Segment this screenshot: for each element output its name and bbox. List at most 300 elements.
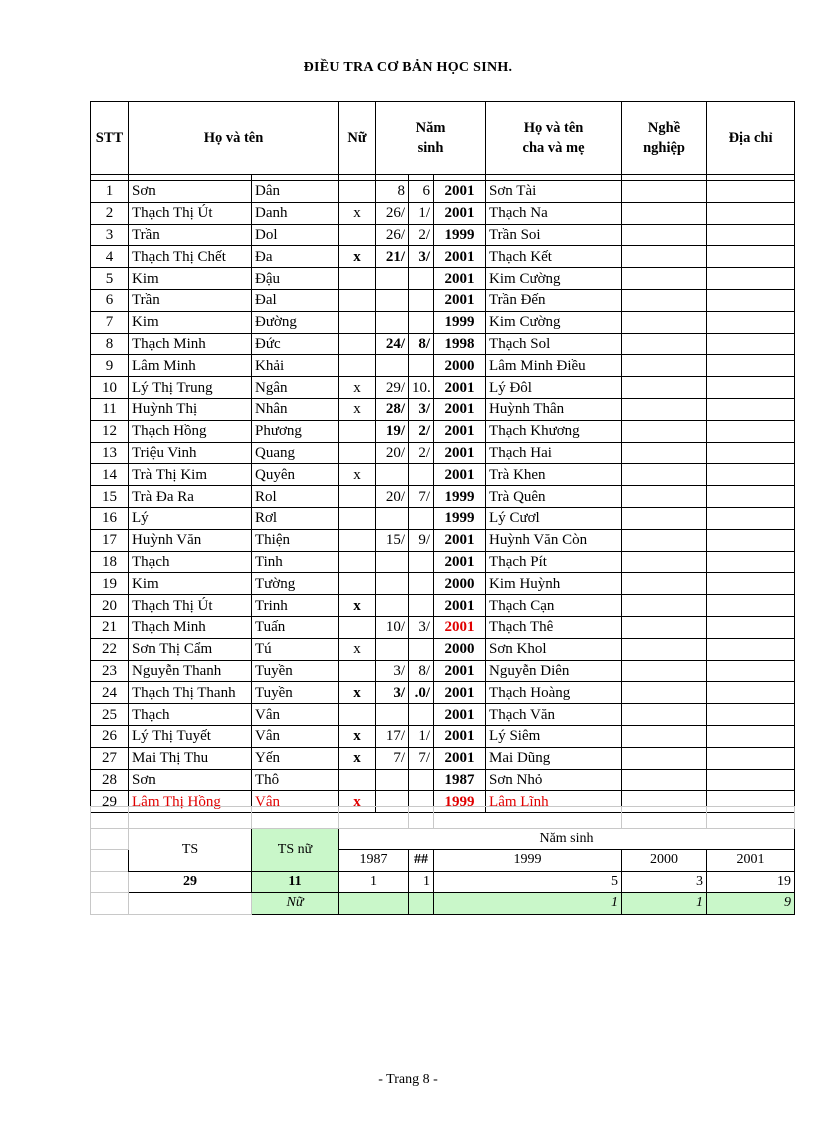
cell-parent: Sơn Tài [486, 181, 622, 203]
cell-address [707, 660, 795, 682]
cell-month: 7/ [409, 486, 434, 508]
summary-year-1987: 1987 [339, 850, 409, 872]
cell-occupation [622, 573, 707, 595]
cell-day [376, 289, 409, 311]
cell-ten: Tường [252, 573, 339, 595]
cell-stt: 13 [91, 442, 129, 464]
cell-address [707, 202, 795, 224]
cell-ho: Trần [129, 289, 252, 311]
cell-ten: Tuấn [252, 616, 339, 638]
cell-month: .0/ [409, 682, 434, 704]
cell-year: 1999 [434, 507, 486, 529]
table-row [91, 725, 795, 747]
table-row [91, 246, 795, 268]
cell-year: 1999 [434, 486, 486, 508]
cell-year: 2001 [434, 682, 486, 704]
cell-address [707, 442, 795, 464]
cell-stt: 5 [91, 268, 129, 290]
cell-day [376, 311, 409, 333]
cell-parent: Huỳnh Văn Còn [486, 529, 622, 551]
table-row [91, 442, 795, 464]
cell-nu: x [339, 747, 376, 769]
cell-month: 9/ [409, 529, 434, 551]
cell-day: 8 [376, 181, 409, 203]
cell-parent: Lý Cươl [486, 507, 622, 529]
table-row [91, 486, 795, 508]
cell-ten: Đức [252, 333, 339, 355]
cell-address [707, 486, 795, 508]
cell-address [707, 725, 795, 747]
header-nghe-line2: nghiệp [643, 140, 685, 156]
cell-parent: Huỳnh Thân [486, 398, 622, 420]
cell-ten: Tinh [252, 551, 339, 573]
cell-ten: Thô [252, 769, 339, 791]
cell-month [409, 573, 434, 595]
cell-occupation [622, 202, 707, 224]
cell-occupation [622, 311, 707, 333]
summary-count-1987: 1 [339, 871, 409, 893]
cell-stt: 15 [91, 486, 129, 508]
cell-ho: Lý Thị Trung [129, 377, 252, 399]
cell-parent: Thạch Pít [486, 551, 622, 573]
summary-count-hash: 1 [409, 871, 434, 893]
summary-nu-label: Nữ [252, 893, 339, 915]
cell-ten: Vân [252, 725, 339, 747]
summary-ts-nu-label: TS nữ [252, 828, 339, 871]
cell-year: 2001 [434, 747, 486, 769]
cell-stt: 2 [91, 202, 129, 224]
table-row [91, 660, 795, 682]
cell-month [409, 355, 434, 377]
cell-address [707, 398, 795, 420]
cell-day [376, 704, 409, 726]
cell-month: 8/ [409, 660, 434, 682]
cell-parent: Nguyễn Diên [486, 660, 622, 682]
cell-ho: Kim [129, 573, 252, 595]
cell-year: 2001 [434, 551, 486, 573]
cell-parent: Lâm Minh Điều [486, 355, 622, 377]
table-row [91, 311, 795, 333]
summary-nu-1999: 1 [434, 893, 622, 915]
cell-occupation [622, 660, 707, 682]
cell-ten: Vân [252, 704, 339, 726]
cell-address [707, 616, 795, 638]
cell-ho: Sơn [129, 769, 252, 791]
cell-parent: Thạch Kết [486, 246, 622, 268]
cell-year: 2001 [434, 442, 486, 464]
cell-month [409, 638, 434, 660]
cell-stt: 24 [91, 682, 129, 704]
table-row [91, 573, 795, 595]
cell-nu [339, 704, 376, 726]
cell-day [376, 268, 409, 290]
cell-month: 8/ [409, 333, 434, 355]
cell-nu [339, 616, 376, 638]
cell-parent: Thạch Thê [486, 616, 622, 638]
cell-occupation [622, 464, 707, 486]
cell-day: 26/ [376, 202, 409, 224]
cell-ten: Tú [252, 638, 339, 660]
page-footer: - Trang 8 - [378, 1072, 438, 1087]
cell-stt: 8 [91, 333, 129, 355]
cell-nu [339, 551, 376, 573]
cell-stt: 4 [91, 246, 129, 268]
cell-day: 20/ [376, 486, 409, 508]
cell-ten: Quang [252, 442, 339, 464]
header-nu: Nữ [339, 102, 376, 175]
cell-ten: Đal [252, 289, 339, 311]
cell-occupation [622, 682, 707, 704]
cell-day: 3/ [376, 660, 409, 682]
summary-ts-nu-value: 11 [252, 871, 339, 893]
table-row [91, 638, 795, 660]
cell-ten: Rơl [252, 507, 339, 529]
cell-year: 1999 [434, 791, 486, 813]
table-row [91, 747, 795, 769]
cell-stt: 26 [91, 725, 129, 747]
cell-occupation [622, 289, 707, 311]
cell-occupation [622, 246, 707, 268]
cell-month [409, 595, 434, 617]
cell-ten: Thiện [252, 529, 339, 551]
cell-ho: Thạch Thị Út [129, 595, 252, 617]
cell-day: 20/ [376, 442, 409, 464]
cell-month [409, 311, 434, 333]
cell-occupation [622, 268, 707, 290]
cell-day: 29/ [376, 377, 409, 399]
table-row [91, 595, 795, 617]
cell-nu [339, 573, 376, 595]
header-nghe-nghiep [622, 102, 707, 175]
cell-stt: 18 [91, 551, 129, 573]
table-row [91, 529, 795, 551]
cell-month: 3/ [409, 246, 434, 268]
cell-ho: Lý Thị Tuyết [129, 725, 252, 747]
cell-parent: Sơn Khol [486, 638, 622, 660]
cell-occupation [622, 507, 707, 529]
cell-day: 19/ [376, 420, 409, 442]
header-cha-me-line2: cha và mẹ [522, 140, 585, 156]
cell-parent: Lý Siêm [486, 725, 622, 747]
cell-stt: 21 [91, 616, 129, 638]
cell-year: 1999 [434, 311, 486, 333]
cell-nu [339, 224, 376, 246]
cell-parent: Thạch Sol [486, 333, 622, 355]
cell-day [376, 355, 409, 377]
cell-parent: Sơn Nhỏ [486, 769, 622, 791]
cell-day: 21/ [376, 246, 409, 268]
summary-nam-sinh-label: Năm sinh [339, 828, 795, 850]
cell-ho: Huỳnh Thị [129, 398, 252, 420]
cell-nu [339, 181, 376, 203]
cell-year: 2001 [434, 464, 486, 486]
summary-count-1999: 5 [434, 871, 622, 893]
cell-month: 1/ [409, 725, 434, 747]
cell-occupation [622, 616, 707, 638]
cell-ten: Dân [252, 181, 339, 203]
cell-month: 3/ [409, 398, 434, 420]
table-header-row [91, 102, 795, 175]
cell-address [707, 551, 795, 573]
cell-stt: 17 [91, 529, 129, 551]
cell-ten: Đậu [252, 268, 339, 290]
cell-parent: Mai Dũng [486, 747, 622, 769]
cell-parent: Thạch Hoàng [486, 682, 622, 704]
table-row [91, 682, 795, 704]
cell-year: 2001 [434, 420, 486, 442]
cell-occupation [622, 747, 707, 769]
header-dia-chi: Địa chỉ [707, 102, 795, 175]
cell-stt: 11 [91, 398, 129, 420]
cell-stt: 29 [91, 791, 129, 813]
cell-parent: Thạch Cạn [486, 595, 622, 617]
cell-address [707, 420, 795, 442]
cell-year: 1987 [434, 769, 486, 791]
cell-ho: Trần [129, 224, 252, 246]
cell-ten: Rol [252, 486, 339, 508]
table-row [91, 202, 795, 224]
summary-year-hash: ## [409, 850, 434, 872]
cell-address [707, 333, 795, 355]
header-ho-ten: Họ và tên [129, 102, 339, 175]
cell-parent: Trà Quên [486, 486, 622, 508]
cell-year: 2001 [434, 289, 486, 311]
cell-ho: Thạch [129, 551, 252, 573]
summary-nu-2001: 9 [707, 893, 795, 915]
cell-month: 3/ [409, 616, 434, 638]
cell-occupation [622, 420, 707, 442]
cell-day: 24/ [376, 333, 409, 355]
cell-stt: 19 [91, 573, 129, 595]
cell-ho: Kim [129, 311, 252, 333]
cell-nu [339, 420, 376, 442]
cell-occupation [622, 529, 707, 551]
cell-ho: Thạch Thị Út [129, 202, 252, 224]
table-row [91, 551, 795, 573]
cell-stt: 28 [91, 769, 129, 791]
cell-ho: Huỳnh Văn [129, 529, 252, 551]
cell-parent: Kim Huỳnh [486, 573, 622, 595]
cell-ho: Nguyễn Thanh [129, 660, 252, 682]
cell-day: 3/ [376, 682, 409, 704]
cell-month [409, 769, 434, 791]
cell-nu [339, 333, 376, 355]
cell-stt: 23 [91, 660, 129, 682]
cell-year: 2001 [434, 398, 486, 420]
cell-ho: Thạch [129, 704, 252, 726]
cell-nu [339, 442, 376, 464]
cell-nu [339, 289, 376, 311]
cell-occupation [622, 704, 707, 726]
cell-ten: Tuyền [252, 660, 339, 682]
cell-month [409, 704, 434, 726]
cell-occupation [622, 551, 707, 573]
cell-year: 2000 [434, 638, 486, 660]
cell-year: 2001 [434, 725, 486, 747]
summary-year-2000: 2000 [622, 850, 707, 872]
cell-nu [339, 529, 376, 551]
cell-nu: x [339, 398, 376, 420]
cell-stt: 20 [91, 595, 129, 617]
cell-address [707, 311, 795, 333]
cell-occupation [622, 442, 707, 464]
cell-address [707, 507, 795, 529]
cell-ten: Đường [252, 311, 339, 333]
cell-day: 26/ [376, 224, 409, 246]
page-title: ĐIỀU TRA CƠ BẢN HỌC SINH. [303, 60, 513, 75]
cell-stt: 6 [91, 289, 129, 311]
cell-day [376, 769, 409, 791]
cell-address [707, 464, 795, 486]
cell-stt: 9 [91, 355, 129, 377]
cell-occupation [622, 377, 707, 399]
cell-ten: Đa [252, 246, 339, 268]
cell-month: 7/ [409, 747, 434, 769]
cell-address [707, 638, 795, 660]
cell-occupation [622, 638, 707, 660]
cell-occupation [622, 333, 707, 355]
cell-day [376, 551, 409, 573]
cell-parent: Trà Khen [486, 464, 622, 486]
cell-occupation [622, 769, 707, 791]
summary-count-2000: 3 [622, 871, 707, 893]
cell-ho: Thạch Minh [129, 333, 252, 355]
cell-occupation [622, 725, 707, 747]
cell-nu [339, 268, 376, 290]
table-row [91, 289, 795, 311]
cell-month [409, 289, 434, 311]
cell-month [409, 464, 434, 486]
cell-nu [339, 486, 376, 508]
cell-year: 2001 [434, 377, 486, 399]
cell-address [707, 704, 795, 726]
cell-nu: x [339, 246, 376, 268]
cell-nu [339, 769, 376, 791]
cell-ho: Thạch Thị Thanh [129, 682, 252, 704]
cell-day: 15/ [376, 529, 409, 551]
table-row [91, 181, 795, 203]
cell-nu [339, 311, 376, 333]
cell-occupation [622, 398, 707, 420]
cell-ten: Ngân [252, 377, 339, 399]
cell-month: 6 [409, 181, 434, 203]
cell-stt: 10 [91, 377, 129, 399]
cell-occupation [622, 355, 707, 377]
student-table [90, 101, 795, 813]
cell-occupation [622, 486, 707, 508]
cell-day [376, 507, 409, 529]
cell-nu: x [339, 725, 376, 747]
cell-ho: Sơn [129, 181, 252, 203]
cell-address [707, 573, 795, 595]
cell-ho: Thạch Minh [129, 616, 252, 638]
cell-year: 2001 [434, 268, 486, 290]
summary-year-1999: 1999 [434, 850, 622, 872]
cell-nu: x [339, 464, 376, 486]
cell-parent: Trần Soi [486, 224, 622, 246]
table-row [91, 616, 795, 638]
cell-day [376, 464, 409, 486]
cell-day: 7/ [376, 747, 409, 769]
table-row [91, 377, 795, 399]
table-row [91, 464, 795, 486]
cell-nu: x [339, 202, 376, 224]
table-row [91, 268, 795, 290]
cell-nu: x [339, 377, 376, 399]
cell-ho: Lâm Thị Hồng [129, 791, 252, 813]
cell-address [707, 682, 795, 704]
cell-ho: Trà Đa Ra [129, 486, 252, 508]
cell-parent: Lý Đôl [486, 377, 622, 399]
cell-parent: Kim Cường [486, 311, 622, 333]
cell-day [376, 638, 409, 660]
cell-ho: Mai Thị Thu [129, 747, 252, 769]
cell-year: 2001 [434, 202, 486, 224]
cell-address [707, 268, 795, 290]
cell-ho: Triệu Vinh [129, 442, 252, 464]
cell-address [707, 224, 795, 246]
cell-stt: 16 [91, 507, 129, 529]
cell-ten: Trinh [252, 595, 339, 617]
cell-nu: x [339, 638, 376, 660]
cell-month [409, 551, 434, 573]
cell-address [707, 289, 795, 311]
header-nam-sinh [376, 102, 486, 175]
header-nam-sinh-line1: Năm [415, 120, 446, 136]
cell-stt: 1 [91, 181, 129, 203]
cell-stt: 14 [91, 464, 129, 486]
cell-nu [339, 355, 376, 377]
header-nghe-line1: Nghề [647, 120, 681, 136]
cell-address [707, 529, 795, 551]
cell-year: 2001 [434, 181, 486, 203]
cell-ho: Lâm Minh [129, 355, 252, 377]
table-row [91, 398, 795, 420]
cell-ten: Danh [252, 202, 339, 224]
cell-ho: Lý [129, 507, 252, 529]
cell-year: 2001 [434, 529, 486, 551]
cell-ten: Tuyền [252, 682, 339, 704]
cell-ten: Nhân [252, 398, 339, 420]
cell-ten: Quyên [252, 464, 339, 486]
cell-year: 2001 [434, 660, 486, 682]
cell-parent: Trần Đến [486, 289, 622, 311]
cell-parent: Thạch Văn [486, 704, 622, 726]
header-cha-me [486, 102, 622, 175]
cell-year: 1998 [434, 333, 486, 355]
cell-day [376, 595, 409, 617]
cell-ten: Dol [252, 224, 339, 246]
summary-ts-value: 29 [129, 871, 252, 893]
cell-address [707, 246, 795, 268]
cell-stt: 7 [91, 311, 129, 333]
cell-nu: x [339, 595, 376, 617]
cell-year: 2000 [434, 355, 486, 377]
cell-nu [339, 660, 376, 682]
cell-address [707, 595, 795, 617]
summary-table [90, 806, 795, 915]
cell-occupation [622, 224, 707, 246]
cell-ho: Thạch Hồng [129, 420, 252, 442]
cell-year: 2000 [434, 573, 486, 595]
cell-nu: x [339, 682, 376, 704]
cell-parent: Thạch Na [486, 202, 622, 224]
cell-stt: 27 [91, 747, 129, 769]
cell-ho: Trà Thị Kim [129, 464, 252, 486]
cell-ten: Vân [252, 791, 339, 813]
cell-month [409, 268, 434, 290]
cell-month: 2/ [409, 224, 434, 246]
